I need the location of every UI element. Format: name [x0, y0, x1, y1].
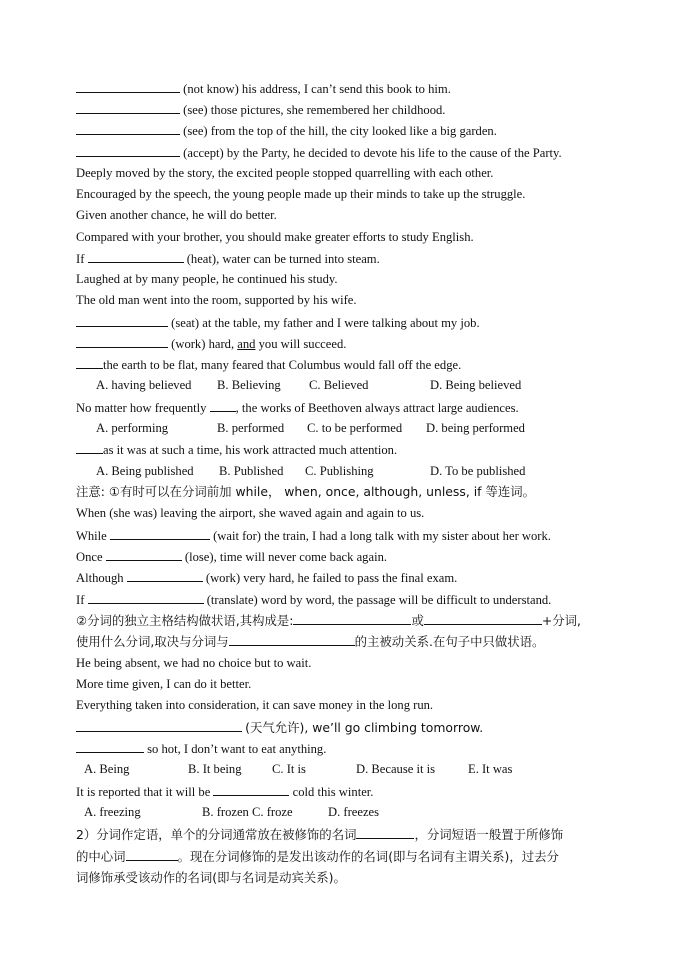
answer-blank[interactable]: [229, 631, 355, 646]
option-a[interactable]: A. performing: [96, 421, 169, 435]
answer-blank[interactable]: [76, 78, 180, 93]
sentence-line: Encouraged by the speech, the young people made up their minds to take up the struggle.: [76, 187, 526, 201]
note-line: 注意: ①有时可以在分词前加 while， when, once, although, unless, if 等连词。: [76, 484, 536, 499]
answer-blank[interactable]: [76, 312, 168, 327]
sentence-line: Given another chance, he will do better.: [76, 208, 277, 222]
answer-blank[interactable]: [126, 846, 178, 861]
answer-blank[interactable]: [76, 738, 144, 753]
sentence-line: (work) hard, and you will succeed.: [76, 333, 346, 353]
option-b[interactable]: B. Published: [219, 464, 284, 478]
question-stem: as it was at such a time, his work attracted much attention.: [76, 439, 397, 459]
answer-blank[interactable]: [76, 439, 103, 454]
answer-blank[interactable]: [88, 248, 184, 263]
option-a[interactable]: A. freezing: [84, 805, 141, 819]
sentence-line: If (heat), water can be turned into steam.: [76, 248, 380, 268]
answer-blank[interactable]: [293, 610, 411, 625]
sentence-line: More time given, I can do it better.: [76, 677, 252, 691]
answer-options: [96, 418, 525, 438]
answer-blank[interactable]: [76, 354, 103, 369]
answer-options: [84, 759, 512, 779]
grammar-explanation-line: 的中心词 。现在分词修饰的是发出该动作的名词(即与名词有主谓关系)，过去分: [76, 846, 559, 866]
option-c[interactable]: C. Believed: [309, 378, 369, 392]
answer-blank[interactable]: [213, 781, 289, 796]
question-stem: the earth to be flat, many feared that Columbus would fall off the edge.: [76, 354, 461, 374]
sentence-line: (see) from the top of the hill, the city looked like a big garden.: [76, 120, 497, 140]
answer-blank[interactable]: [88, 589, 204, 604]
answer-blank[interactable]: [106, 546, 182, 561]
answer-options: [84, 802, 379, 822]
option-b[interactable]: B. Believing: [217, 378, 281, 392]
sentence-line: (accept) by the Party, he decided to devote his life to the cause of the Party.: [76, 142, 562, 162]
option-d[interactable]: D. To be published: [430, 464, 526, 478]
sentence-line: He being absent, we had no choice but to wait.: [76, 656, 312, 670]
answer-blank[interactable]: [76, 717, 242, 732]
sentence-line: Everything taken into consideration, it can save money in the long run.: [76, 698, 434, 712]
option-b[interactable]: B. It being: [188, 762, 242, 776]
sentence-line: Once (lose), time will never come back again.: [76, 546, 387, 566]
option-b[interactable]: B. performed: [217, 421, 285, 435]
option-a[interactable]: A. Being: [84, 762, 130, 776]
question-stem: so hot, I don’t want to eat anything.: [76, 738, 326, 758]
sentence-line: Deeply moved by the story, the excited people stopped quarrelling with each other.: [76, 166, 494, 180]
answer-blank[interactable]: [110, 525, 210, 540]
answer-blank[interactable]: [210, 397, 236, 412]
option-a[interactable]: A. having believed: [96, 378, 192, 392]
answer-blank[interactable]: [424, 610, 542, 625]
sentence-line: Although (work) very hard, he failed to pass the final exam.: [76, 567, 457, 587]
option-d[interactable]: D. freezes: [328, 805, 380, 819]
option-c[interactable]: C. Publishing: [305, 464, 374, 478]
grammar-explanation-line: 使用什么分词,取决与分词与 的主被动关系.在句子中只做状语。: [76, 631, 544, 651]
grammar-explanation-line: 2）分词作定语，单个的分词通常放在被修饰的名词 ，分词短语一般置于所修饰: [76, 824, 563, 844]
option-d[interactable]: D. being performed: [426, 421, 525, 435]
sentence-line: (天气允许), we’ll go climbing tomorrow.: [76, 717, 483, 737]
grammar-explanation-line: 词修饰承受该动作的名词(即与名词是动宾关系)。: [76, 870, 346, 885]
option-d[interactable]: D. Because it is: [356, 762, 436, 776]
sentence-line: (see) those pictures, she remembered her childhood.: [76, 99, 445, 119]
answer-blank[interactable]: [76, 333, 168, 348]
option-c[interactable]: C. It is: [272, 762, 306, 776]
sentence-line: While (wait for) the train, I had a long talk with my sister about her work.: [76, 525, 551, 545]
answer-options: [96, 461, 525, 481]
option-b-c[interactable]: B. frozen C. froze: [202, 805, 293, 819]
sentence-line: Compared with your brother, you should make greater efforts to study English.: [76, 230, 474, 244]
option-e[interactable]: E. It was: [468, 762, 513, 776]
answer-blank[interactable]: [76, 120, 180, 135]
sentence-line: When (she was) leaving the airport, she waved again and again to us.: [76, 506, 425, 520]
sentence-line: (seat) at the table, my father and I were talking about my job.: [76, 312, 480, 332]
answer-blank[interactable]: [356, 824, 414, 839]
answer-blank[interactable]: [76, 99, 180, 114]
question-stem: No matter how frequently , the works of Beethoven always attract large audiences.: [76, 397, 519, 417]
sentence-line: The old man went into the room, supported by his wife.: [76, 293, 357, 307]
sentence-line: If (translate) word by word, the passage will be difficult to understand.: [76, 589, 551, 609]
option-c[interactable]: C. to be performed: [307, 421, 403, 435]
sentence-line: (not know) his address, I can’t send this book to him.: [76, 78, 451, 98]
option-d[interactable]: D. Being believed: [430, 378, 522, 392]
answer-blank[interactable]: [127, 567, 203, 582]
option-a[interactable]: A. Being published: [96, 464, 194, 478]
question-stem: It is reported that it will be cold this winter.: [76, 781, 373, 801]
answer-options: [96, 375, 521, 395]
sentence-line: Laughed at by many people, he continued his study.: [76, 272, 338, 286]
grammar-explanation-line: ②分词的独立主格结构做状语,其构成是: 或 +分词,: [76, 610, 581, 630]
answer-blank[interactable]: [76, 142, 180, 157]
